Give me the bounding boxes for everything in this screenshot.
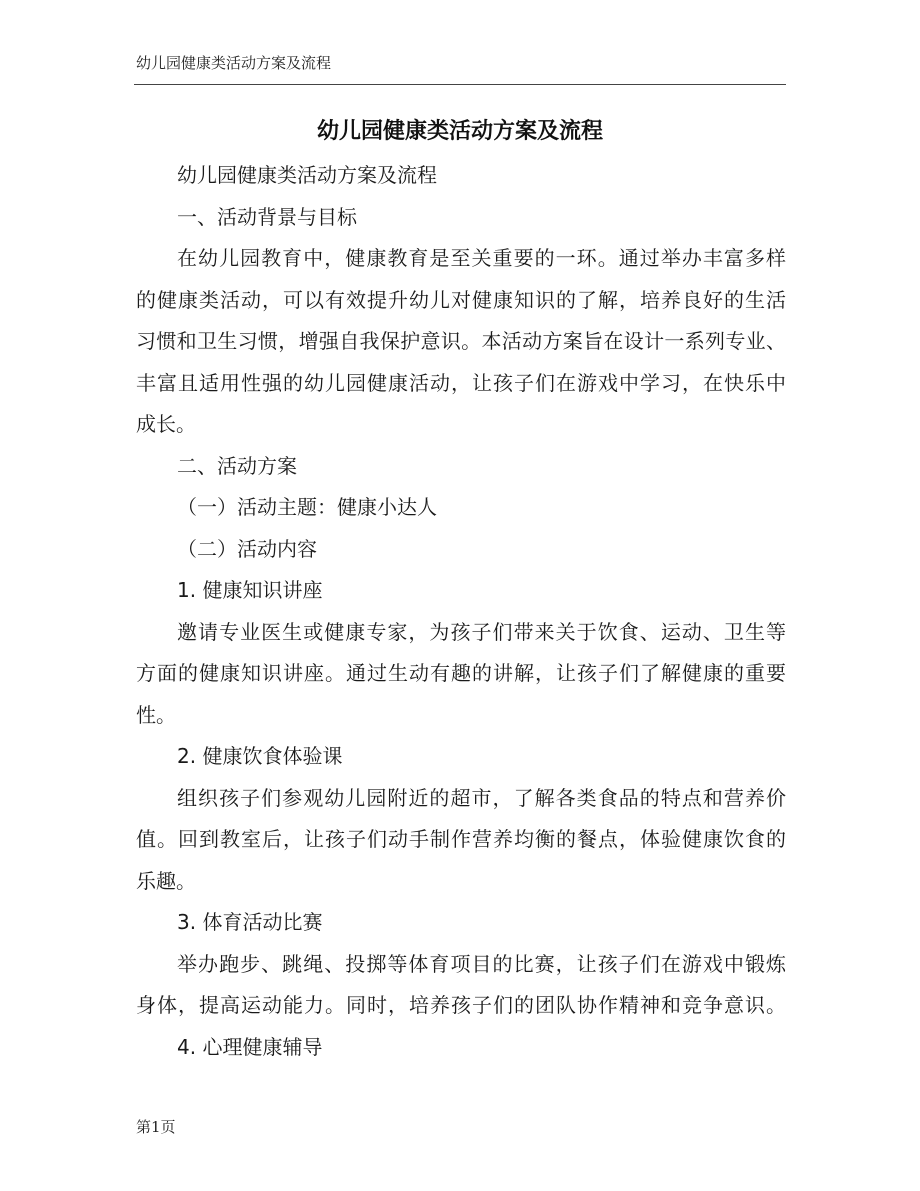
paragraph-line: 方面的健康知识讲座。通过生动有趣的讲解，让孩子们了解健康的重要	[136, 661, 786, 685]
paragraph-line: 成长。	[136, 412, 196, 436]
item-heading-1: 1. 健康知识讲座	[177, 578, 323, 602]
item-heading-2: 2. 健康饮食体验课	[177, 744, 343, 768]
section-heading-background: 一、活动背景与目标	[177, 204, 357, 229]
document-body	[136, 155, 786, 1068]
subheading-content: （二）活动内容	[177, 536, 317, 561]
item-heading-3: 3. 体育活动比赛	[177, 910, 323, 934]
page-number: 第1页	[136, 1118, 176, 1136]
paragraph-line: 举办跑步、跳绳、投掷等体育项目的比赛，让孩子们在游戏中锻炼	[177, 951, 786, 976]
section-heading-plan: 二、活动方案	[177, 453, 297, 478]
subheading-theme: （一）活动主题：健康小达人	[177, 495, 437, 519]
running-header: 幼儿园健康类活动方案及流程	[136, 54, 332, 72]
paragraph-line: 丰富且适用性强的幼儿园健康活动，让孩子们在游戏中学习，在快乐中	[136, 370, 786, 395]
item-heading-4: 4. 心理健康辅导	[177, 1034, 323, 1059]
subtitle-line: 幼儿园健康类活动方案及流程	[177, 163, 437, 187]
paragraph-line: 习惯和卫生习惯，增强自我保护意识。本活动方案旨在设计一系列专业、	[136, 329, 786, 353]
document-title: 幼儿园健康类活动方案及流程	[316, 119, 603, 144]
paragraph-line: 性。	[136, 702, 176, 727]
paragraph-line: 组织孩子们参观幼儿园附近的超市，了解各类食品的特点和营养价	[177, 785, 786, 810]
header-divider	[134, 84, 786, 85]
paragraph-line: 的健康类活动，可以有效提升幼儿对健康知识的了解，培养良好的生活	[136, 287, 786, 312]
paragraph-line: 值。回到教室后，让孩子们动手制作营养均衡的餐点，体验健康饮食的	[136, 827, 786, 851]
paragraph-line: 乐趣。	[136, 868, 196, 893]
paragraph-line: 在幼儿园教育中，健康教育是至关重要的一环。通过举办丰富多样	[177, 246, 786, 270]
paragraph-line: 邀请专业医生或健康专家，为孩子们带来关于饮食、运动、卫生等	[177, 619, 786, 644]
paragraph-line: 身体，提高运动能力。同时，培养孩子们的团队协作精神和竞争意识。	[136, 993, 786, 1017]
